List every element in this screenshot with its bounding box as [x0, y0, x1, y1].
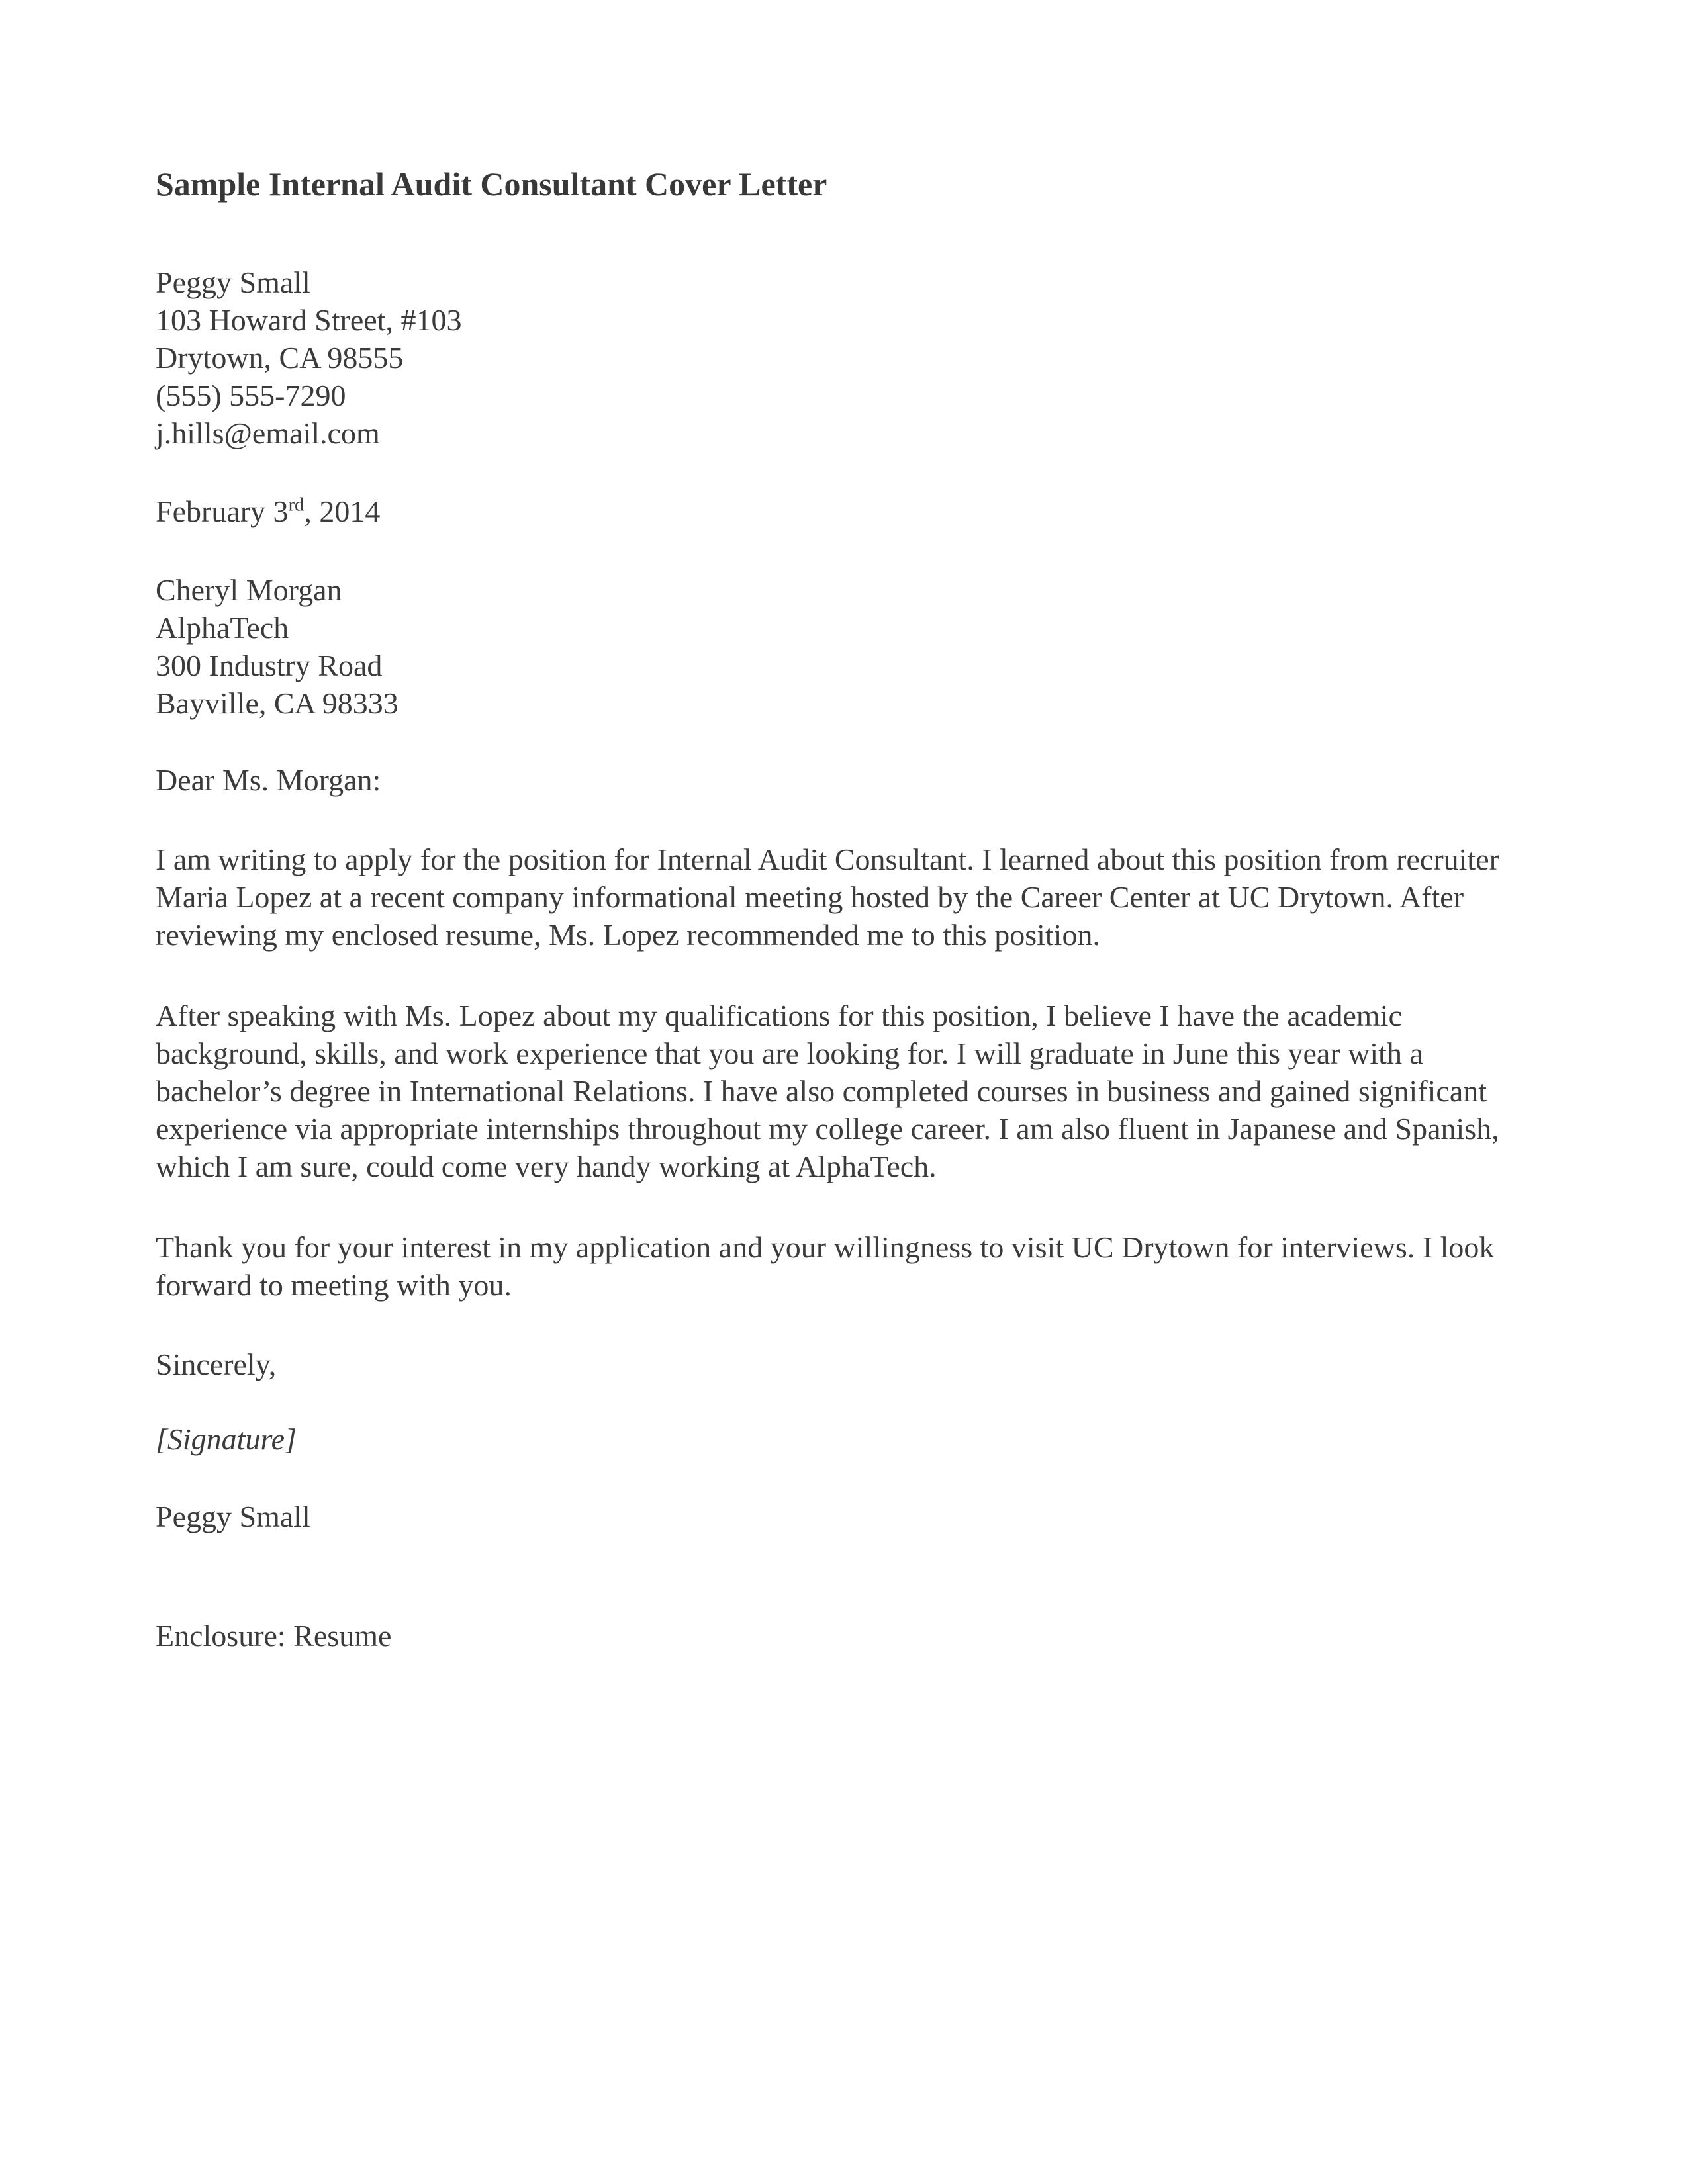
date-suffix: , 2014 — [304, 494, 381, 528]
sender-address-block — [156, 263, 1523, 452]
recipient-address-block — [156, 571, 1523, 722]
signed-name: Peggy Small — [156, 1500, 310, 1533]
recipient-company: AlphaTech — [156, 611, 289, 645]
body-paragraph-3: Thank you for your interest in my application and your willingness to visit UC Drytown for interviews. I look forward to meeting with you. — [156, 1230, 1495, 1302]
sender-phone: (555) 555-7290 — [156, 379, 346, 412]
closing: Sincerely, — [156, 1347, 277, 1381]
date-ordinal-suffix: rd — [288, 494, 305, 516]
body-paragraph-1: I am writing to apply for the position for Internal Audit Consultant. I learned about this position from recruiter Maria Lopez at a recent company informational meeting hosted by the Career Center at UC Drytown. After reviewing my enclosed resume, Ms. Lopez recommended me to this position. — [156, 842, 1499, 952]
sender-email: j.hills@email.com — [156, 416, 380, 450]
date-prefix: February 3 — [156, 494, 289, 528]
sender-city-state-zip: Drytown, CA 98555 — [156, 341, 404, 375]
date-line — [156, 492, 1523, 530]
salutation: Dear Ms. Morgan: — [156, 763, 381, 797]
enclosure-line: Enclosure: Resume — [156, 1619, 392, 1653]
recipient-name: Cheryl Morgan — [156, 573, 342, 607]
document-title: Sample Internal Audit Consultant Cover Letter — [156, 165, 827, 203]
recipient-street: 300 Industry Road — [156, 649, 383, 682]
signature-placeholder: [Signature] — [156, 1422, 297, 1456]
sender-name: Peggy Small — [156, 265, 310, 299]
sender-street: 103 Howard Street, #103 — [156, 303, 462, 337]
recipient-city-state-zip: Bayville, CA 98333 — [156, 686, 399, 720]
body-paragraph-2: After speaking with Ms. Lopez about my qualifications for this position, I believe I have the academic background, skills, and work experience that you are looking for. I will graduate in June this year with a bachelor’s degree in International Relations. I have also completed courses in business and gained significant experience via appropriate internships throughout my college career. I am also fluent in Japanese and Spanish, which I am sure, could come very handy working at AlphaTech. — [156, 999, 1499, 1183]
